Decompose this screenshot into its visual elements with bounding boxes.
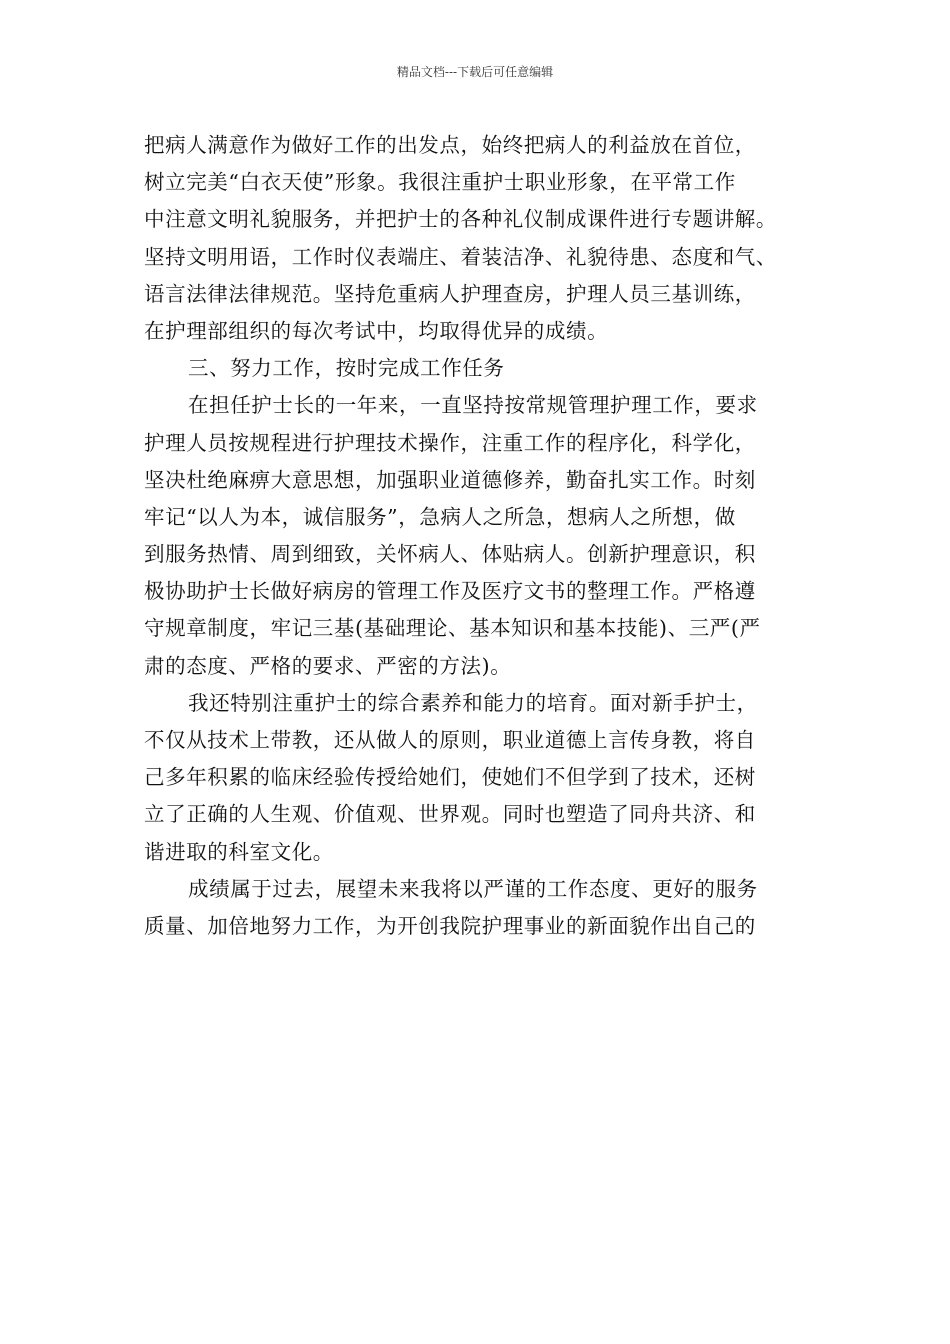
text-line: 质量、加倍地努力工作，为开创我院护理事业的新面貌作出自己的 [144, 913, 756, 938]
text-line: 不仅从技术上带教，还从做人的原则，职业道德上言传身教，将自 [144, 728, 756, 752]
text-line: 极协助护士长做好病房的管理工作及医疗文书的整理工作。严格遵 [144, 579, 756, 604]
document-body [144, 127, 824, 945]
page-header: 精品文档---下载后可任意编辑 [396, 65, 554, 79]
text-line: 到服务热情、周到细致，关怀病人、体贴病人。创新护理意识，积 [144, 542, 756, 567]
text-line: 成绩属于过去，展望未来我将以严谨的工作态度、更好的服务 [188, 876, 758, 901]
text-line: 中注意文明礼貌服务，并把护士的各种礼仪制成课件进行专题讲解。 [144, 207, 777, 232]
text-line: 我还特别注重护士的综合素养和能力的培育。面对新手护士， [188, 690, 758, 715]
text-line: 坚决杜绝麻痹大意思想，加强职业道德修养，勤奋扎实工作。时刻 [144, 467, 756, 492]
text-line: 护理人员按规程进行护理技术操作，注重工作的程序化，科学化， [144, 430, 756, 455]
text-line: 谐进取的科室文化。 [144, 839, 334, 864]
text-line: 语言法律法律规范。坚持危重病人护理查房，护理人员三基训练， [144, 281, 756, 306]
text-line: 守规章制度，牢记三基(基础理论、基本知识和基本技能)、三严(严 [144, 616, 761, 641]
text-line: 在护理部组织的每次考试中，均取得优异的成绩。 [144, 318, 609, 343]
text-line: 牢记“以人为本，诚信服务”，急病人之所急，想病人之所想，做 [144, 504, 736, 529]
text-line: 肃的态度、严格的要求、严密的方法)。 [144, 653, 512, 678]
text-line: 己多年积累的临床经验传授给她们，使她们不但学到了技术，还树 [144, 765, 756, 790]
text-line: 三、努力工作，按时完成工作任务 [188, 356, 505, 381]
text-line: 树立完美“白衣天使”形象。我很注重护士职业形象，在平常工作 [144, 170, 736, 195]
text-line: 在担任护士长的一年来，一直坚持按常规管理护理工作，要求 [188, 393, 758, 418]
text-line: 把病人满意作为做好工作的出发点，始终把病人的利益放在首位， [144, 133, 756, 157]
text-line: 立了正确的人生观、价值观、世界观。同时也塑造了同舟共济、和 [144, 802, 756, 827]
text-line: 坚持文明用语，工作时仪表端庄、着装洁净、礼貌待患、态度和气、 [144, 244, 777, 269]
